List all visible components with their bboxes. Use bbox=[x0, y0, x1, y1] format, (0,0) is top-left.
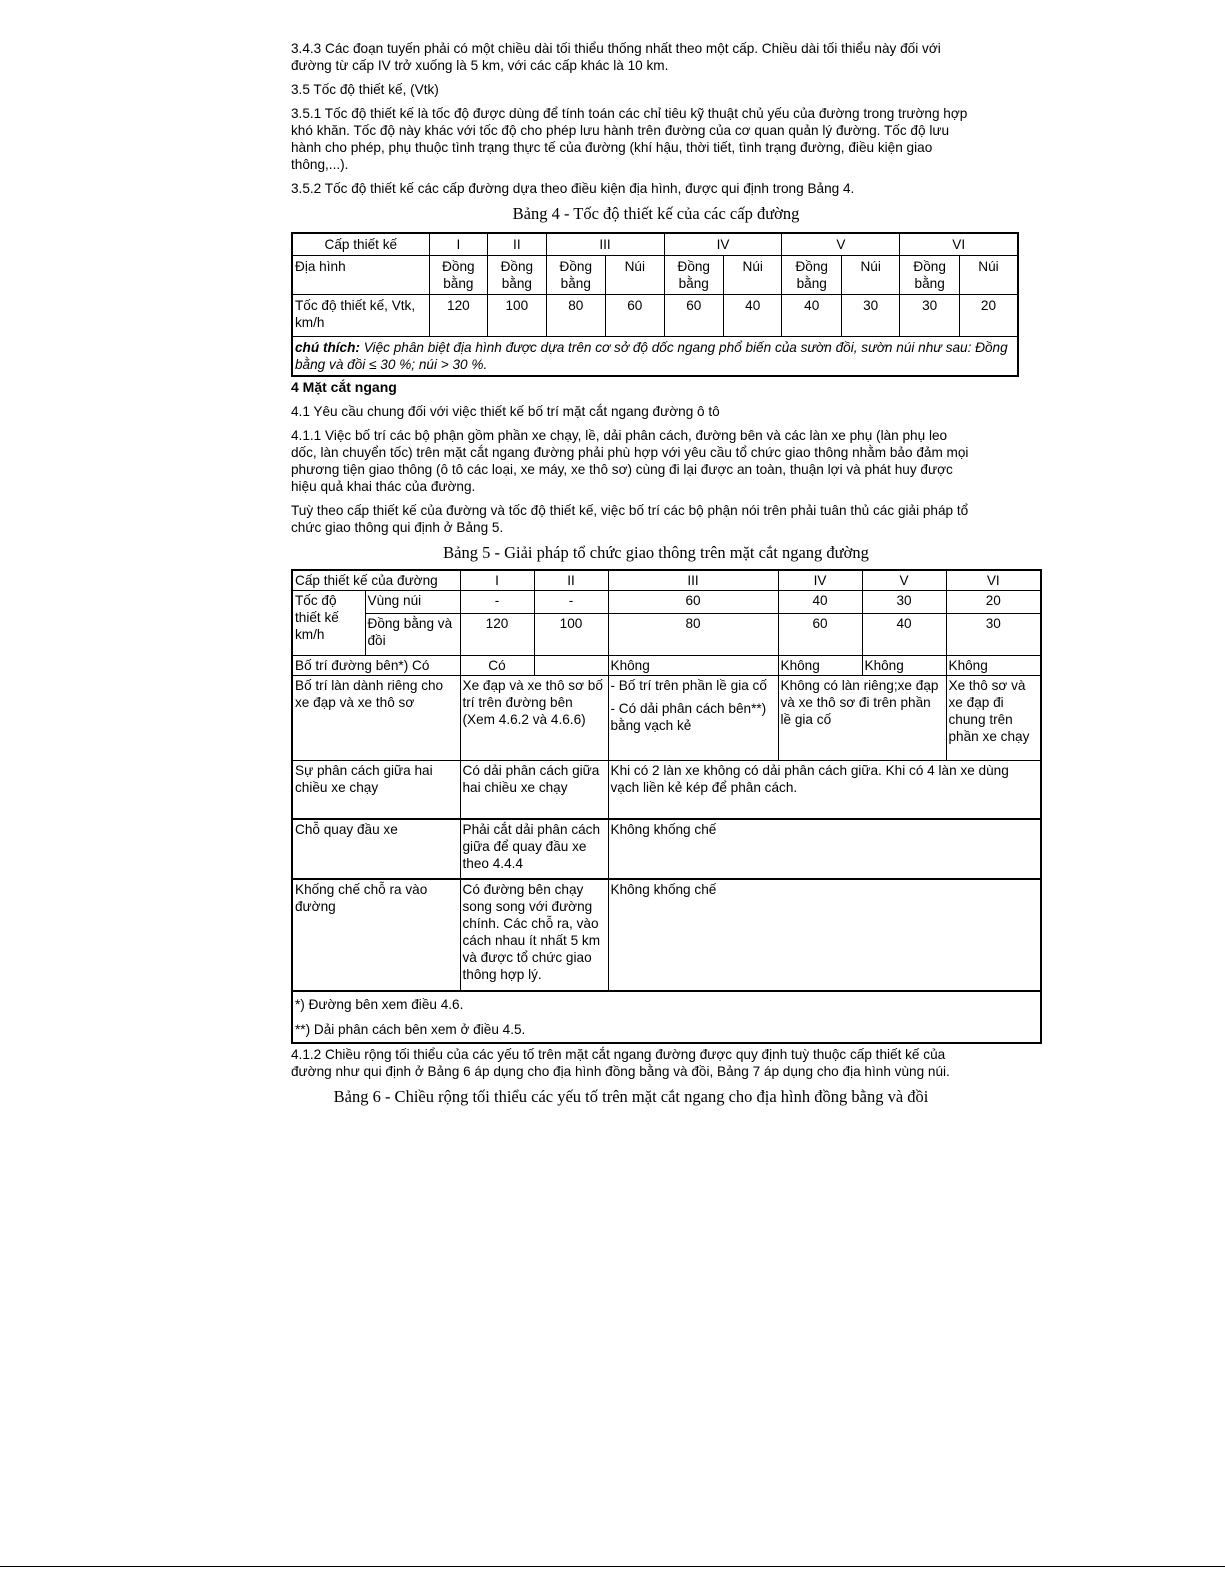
paragraph-4-1: 4.1 Yêu cầu chung đối với việc thiết kế bố trí mặt cắt ngang đường ô tô bbox=[291, 404, 720, 419]
table-cell: 20 bbox=[946, 591, 1041, 614]
table-cell: 40 bbox=[862, 614, 946, 656]
table-cell: V bbox=[862, 570, 946, 591]
table-cell: I bbox=[429, 233, 487, 256]
table-cell: Đồng bằng bbox=[429, 256, 487, 295]
table-4-note-row bbox=[292, 337, 1018, 377]
table-5-footnote-row bbox=[292, 991, 1041, 1043]
table-cell: Địa hình bbox=[292, 256, 429, 295]
table-cell: Núi bbox=[959, 256, 1018, 295]
table-5-footnotes bbox=[292, 991, 1041, 1043]
table-cell: Không bbox=[946, 656, 1041, 676]
table-cell: Sự phân cách giữa hai chiều xe chạy bbox=[292, 761, 460, 819]
table-cell: 60 bbox=[664, 295, 723, 337]
paragraph-4-1-1: 4.1.1 Việc bố trí các bộ phận gồm phần xe chạy, lề, dải phân cách, đường bên và các làn xe phụ (làn phụ leo dốc, làn chuyển tốc) trên mặt cắt ngang đường phải phù hợp với yêu cầu tổ chức giao thông nhằm bảo đảm mọi phương tiện giao thông (ô tô các loại, xe máy, xe thô sơ) cùng đi lại được an toàn, thuận lợi và phát huy được hiệu quả khai thác của đường. bbox=[291, 428, 969, 494]
table-cell: Tốc độ thiết kế, Vtk, km/h bbox=[292, 295, 429, 337]
table-cell: 30 bbox=[862, 591, 946, 614]
table-cell: - bbox=[460, 591, 534, 614]
table-cell: Núi bbox=[606, 256, 664, 295]
table-cell: II bbox=[488, 233, 546, 256]
table-cell: Đồng bằng bbox=[546, 256, 605, 295]
table-cell: - bbox=[534, 591, 608, 614]
table-5-mountain-row bbox=[292, 591, 1041, 614]
table-cell: Đồng bằng và đồi bbox=[365, 614, 460, 656]
table-cell: III bbox=[546, 233, 664, 256]
table-cell: 30 bbox=[900, 295, 959, 337]
table-cell: 30 bbox=[946, 614, 1041, 656]
table-cell: Chỗ quay đầu xe bbox=[292, 819, 460, 879]
table-cell: Đồng bằng bbox=[900, 256, 959, 295]
table-cell: V bbox=[782, 233, 900, 256]
page-bottom-rule bbox=[0, 1566, 1225, 1567]
table-cell: Không bbox=[778, 656, 862, 676]
table-cell: IV bbox=[664, 233, 782, 256]
section-4-heading: 4 Mặt cắt ngang bbox=[291, 379, 397, 395]
table-5-access-row bbox=[292, 879, 1041, 991]
table-4 bbox=[291, 232, 1019, 377]
table-cell: Có dải phân cách giữa hai chiều xe chạy bbox=[460, 761, 608, 819]
table-cell: Không khống chế bbox=[608, 879, 1041, 991]
document-page bbox=[291, 40, 1051, 1115]
table-cell: VI bbox=[900, 233, 1018, 256]
note-text: Việc phân biệt địa hình được dựa trên cơ sở độ dốc ngang phổ biến của sườn đồi, sườn núi như sau: Đồng bằng và đồi ≤ 30 %; núi > 30 %. bbox=[295, 340, 1008, 372]
table-cell: 100 bbox=[534, 614, 608, 656]
table-6-caption: Bảng 6 - Chiều rộng tối thiểu các yếu tố trên mặt cắt ngang cho địa hình đồng bằng và đồi bbox=[333, 1086, 929, 1106]
table-cell: 60 bbox=[608, 591, 778, 614]
table-cell: Núi bbox=[841, 256, 899, 295]
table-cell: VI bbox=[946, 570, 1041, 591]
table-cell bbox=[534, 656, 608, 676]
paragraph-3-5-1: 3.5.1 Tốc độ thiết kế là tốc độ được dùng để tính toán các chỉ tiêu kỹ thuật chủ yếu của đường trong trường hợp khó khăn. Tốc độ này khác với tốc độ cho phép lưu hành trên đường của cơ quan quản lý đường. Tốc độ lưu hành cho phép, phụ thuộc tình trạng thực tế của đường (khí hậu, thời tiết, tình trạng đường, điều kiện giao thông,...). bbox=[291, 106, 968, 172]
table-cell: Xe đạp và xe thô sơ bố trí trên đường bên (Xem 4.6.2 và 4.6.6) bbox=[460, 676, 608, 761]
table-cell: Vùng núi bbox=[365, 591, 460, 614]
table-cell: Đồng bằng bbox=[782, 256, 841, 295]
table-5-caption: Bảng 5 - Giải pháp tổ chức giao thông trên mặt cắt ngang đường bbox=[443, 543, 869, 562]
paragraph-3-5: 3.5 Tốc độ thiết kế, (Vtk) bbox=[291, 82, 439, 97]
footnote-side-road: *) Đường bên xem điều 4.6. bbox=[295, 996, 464, 1012]
table-cell: Xe thô sơ và xe đạp đi chung trên phần xe chạy bbox=[946, 676, 1041, 761]
footnote-separator: **) Dải phân cách bên xem ở điều 4.5. bbox=[295, 1021, 526, 1037]
table-5 bbox=[291, 569, 1042, 1044]
table-5-separation-row bbox=[292, 761, 1041, 819]
table-cell: Đồng bằng bbox=[664, 256, 723, 295]
table-5-plain-row bbox=[292, 614, 1041, 656]
table-cell: Phải cắt dải phân cách giữa để quay đầu xe theo 4.4.4 bbox=[460, 819, 608, 879]
table-cell: Cấp thiết kế bbox=[292, 233, 429, 256]
table-cell: 100 bbox=[488, 295, 546, 337]
table-cell: 80 bbox=[608, 614, 778, 656]
table-cell: 60 bbox=[778, 614, 862, 656]
table-cell: Núi bbox=[724, 256, 782, 295]
table-cell: 40 bbox=[724, 295, 782, 337]
paragraph-4-1-2: 4.1.2 Chiều rộng tối thiểu của các yếu tố trên mặt cắt ngang đường được quy định tuỳ thuộc cấp thiết kế của đường như qui định ở Bảng 6 áp dụng cho địa hình đồng bằng và đồi, Bảng 7 áp dụng cho địa hình vùng núi. bbox=[291, 1046, 950, 1079]
table-4-header-row bbox=[292, 233, 1018, 256]
bike-option-a: - Bố trí trên phần lề gia cố bbox=[610, 678, 767, 693]
table-cell: Có đường bên chạy song song với đường chính. Các chỗ ra, vào cách nhau ít nhất 5 km và được tổ chức giao thông hợp lý. bbox=[460, 879, 608, 991]
table-cell: IV bbox=[778, 570, 862, 591]
table-4-speed-row bbox=[292, 295, 1018, 337]
table-cell: II bbox=[534, 570, 608, 591]
table-cell: 30 bbox=[841, 295, 899, 337]
table-cell: I bbox=[460, 570, 534, 591]
bike-option-b: - Có dải phân cách bên**) bằng vạch kẻ bbox=[610, 701, 767, 733]
table-cell: 120 bbox=[460, 614, 534, 656]
table-cell: 80 bbox=[546, 295, 605, 337]
table-5-header-row bbox=[292, 570, 1041, 591]
paragraph-3-5-2: 3.5.2 Tốc độ thiết kế các cấp đường dựa theo điều kiện địa hình, được qui định trong Bảng 4. bbox=[291, 181, 855, 196]
table-cell: 40 bbox=[778, 591, 862, 614]
table-5-uturn-row bbox=[292, 819, 1041, 879]
table-cell: Không có làn riêng;xe đạp và xe thô sơ đi trên phần lề gia cố bbox=[778, 676, 946, 761]
table-cell: 20 bbox=[959, 295, 1018, 337]
table-cell bbox=[608, 676, 778, 761]
table-5-side-road-row bbox=[292, 656, 1041, 676]
table-cell: Bố trí làn dành riêng cho xe đạp và xe thô sơ bbox=[292, 676, 460, 761]
table-cell: 120 bbox=[429, 295, 487, 337]
table-cell: Có bbox=[460, 656, 534, 676]
table-cell: Không bbox=[862, 656, 946, 676]
table-4-caption: Bảng 4 - Tốc độ thiết kế của các cấp đường bbox=[512, 204, 800, 223]
table-cell: 40 bbox=[782, 295, 841, 337]
table-cell: Khống chế chỗ ra vào đường bbox=[292, 879, 460, 991]
table-cell: Khi có 2 làn xe không có dải phân cách giữa. Khi có 4 làn xe dùng vạch liền kẻ kép để phân cách. bbox=[608, 761, 1041, 819]
table-cell: 60 bbox=[606, 295, 664, 337]
table-cell: III bbox=[608, 570, 778, 591]
note-label: chú thích: bbox=[295, 340, 360, 355]
table-cell: Tốc độ thiết kế km/h bbox=[292, 591, 365, 656]
table-cell: Cấp thiết kế của đường bbox=[292, 570, 460, 591]
table-cell: Không bbox=[608, 656, 778, 676]
table-4-note bbox=[292, 337, 1018, 377]
table-cell: Đồng bằng bbox=[488, 256, 546, 295]
table-cell: Không khống chế bbox=[608, 819, 1041, 879]
table-cell: Bố trí đường bên*) Có bbox=[292, 656, 460, 676]
paragraph-4-1-1-b: Tuỳ theo cấp thiết kế của đường và tốc độ thiết kế, việc bố trí các bộ phận nói trên phải tuân thủ các giải pháp tổ chức giao thông qui định ở Bảng 5. bbox=[291, 503, 969, 535]
table-5-bike-row bbox=[292, 676, 1041, 761]
paragraph-3-4-3: 3.4.3 Các đoạn tuyến phải có một chiều dài tối thiểu thống nhất theo một cấp. Chiều dài tối thiểu này đối với đường từ cấp IV trở xuống là 5 km, với các cấp khác là 10 km. bbox=[291, 41, 941, 73]
table-4-terrain-row bbox=[292, 256, 1018, 295]
